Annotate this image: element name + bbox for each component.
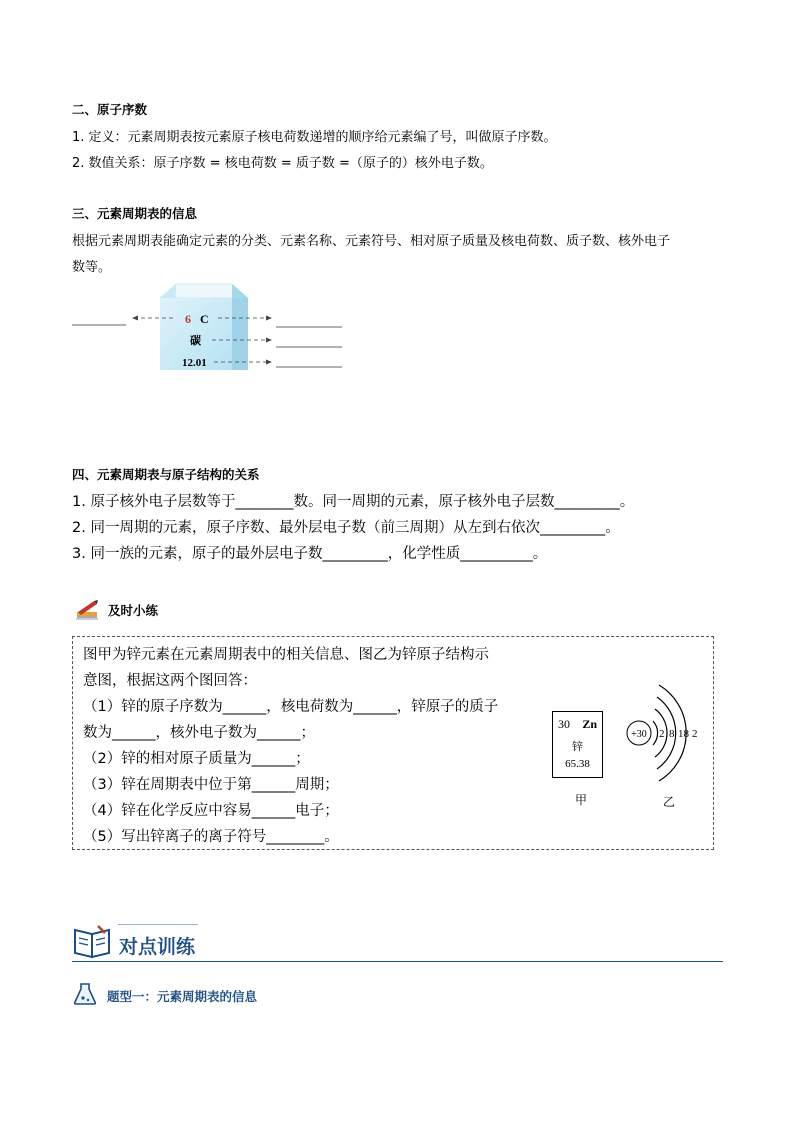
element-cube-diagram [70,280,360,380]
cube-mass: 12.01 [182,357,207,369]
book-icon [72,924,112,960]
cube-name: 碳 [190,334,201,347]
cube-symbol: C [200,312,209,326]
zinc-atom-diagram [623,681,703,793]
section4-line1: 1. 原子核外电子层数等于________数。同一周期的元素，原子核外电子层数_________。 [72,494,635,510]
section2-heading: 二、原子序数 [72,102,148,117]
exercise-line-2: 意图，根据这两个图回答： [83,673,257,689]
caption-yi: 乙 [663,795,676,809]
zinc-mass: 65.38 [565,758,590,770]
section2-line2: 2. 数值关系：原子序数 = 核电荷数 = 质子数 =（原子的）核外电子数。 [72,156,493,171]
section3-heading: 三、元素周期表的信息 [72,206,198,221]
exercise-question-1b: 数为______，核外电子数为______； [83,725,315,741]
section2-line1: 1. 定义：元素周期表按元素原子核电荷数递增的顺序给元素编了号，叫做原子序数。 [72,130,557,145]
zinc-element-card [552,711,603,778]
flask-icon [72,982,98,1006]
exercise-question-2: （2）锌的相对原子质量为______； [83,751,310,767]
exercise-question-5: （5）写出锌离子的离子符号________。 [83,829,339,845]
exercise-question-4: （4）锌在化学反应中容易______电子； [83,803,339,819]
zinc-name: 锌 [572,740,583,753]
exercise-line-1: 图甲为锌元素在元素周期表中的相关信息、图乙为锌原子结构示 [83,647,489,663]
nucleus-charge: +30 [631,729,647,740]
shell-count-3: 18 [678,728,689,740]
zinc-symbol: Zn [582,717,597,731]
exercise-question-3: （3）锌在周期表中位于第______周期； [83,777,339,793]
cube-number: 6 [185,312,191,326]
banner-title: 对点训练 [119,936,196,958]
shell-count-1: 2 [659,728,665,740]
zinc-number: 30 [558,717,570,731]
section4-line2: 2. 同一周期的元素，原子序数、最外层电子数（前三周期）从左到右依次_________。 [72,520,620,536]
section4-heading: 四、元素周期表与原子结构的关系 [72,467,260,482]
topic1-title: 题型一：元素周期表的信息 [107,989,258,1004]
banner-underline [72,961,723,962]
cube-side-face [232,298,248,370]
banner-top-rule [118,924,198,925]
shell-arc-1 [653,721,658,745]
section3-line1: 根据元素周期表能确定元素的分类、元素名称、元素符号、相对原子质量及核电荷数、质子数、核外电子 [72,234,671,249]
caption-jia: 甲 [575,793,588,807]
section3-line2: 数等。 [72,260,112,275]
practice-label: 及时小练 [108,603,159,618]
exercise-box [72,636,714,850]
shell-count-2: 8 [669,728,675,740]
shell-count-4: 2 [692,728,698,740]
exercise-question-1a: （1）锌的原子序数为______，核电荷数为______，锌原子的质子 [83,699,499,715]
pencil-icon [74,598,100,620]
section4-line3: 3. 同一族的元素，原子的最外层电子数_________，化学性质__________。 [72,546,548,562]
